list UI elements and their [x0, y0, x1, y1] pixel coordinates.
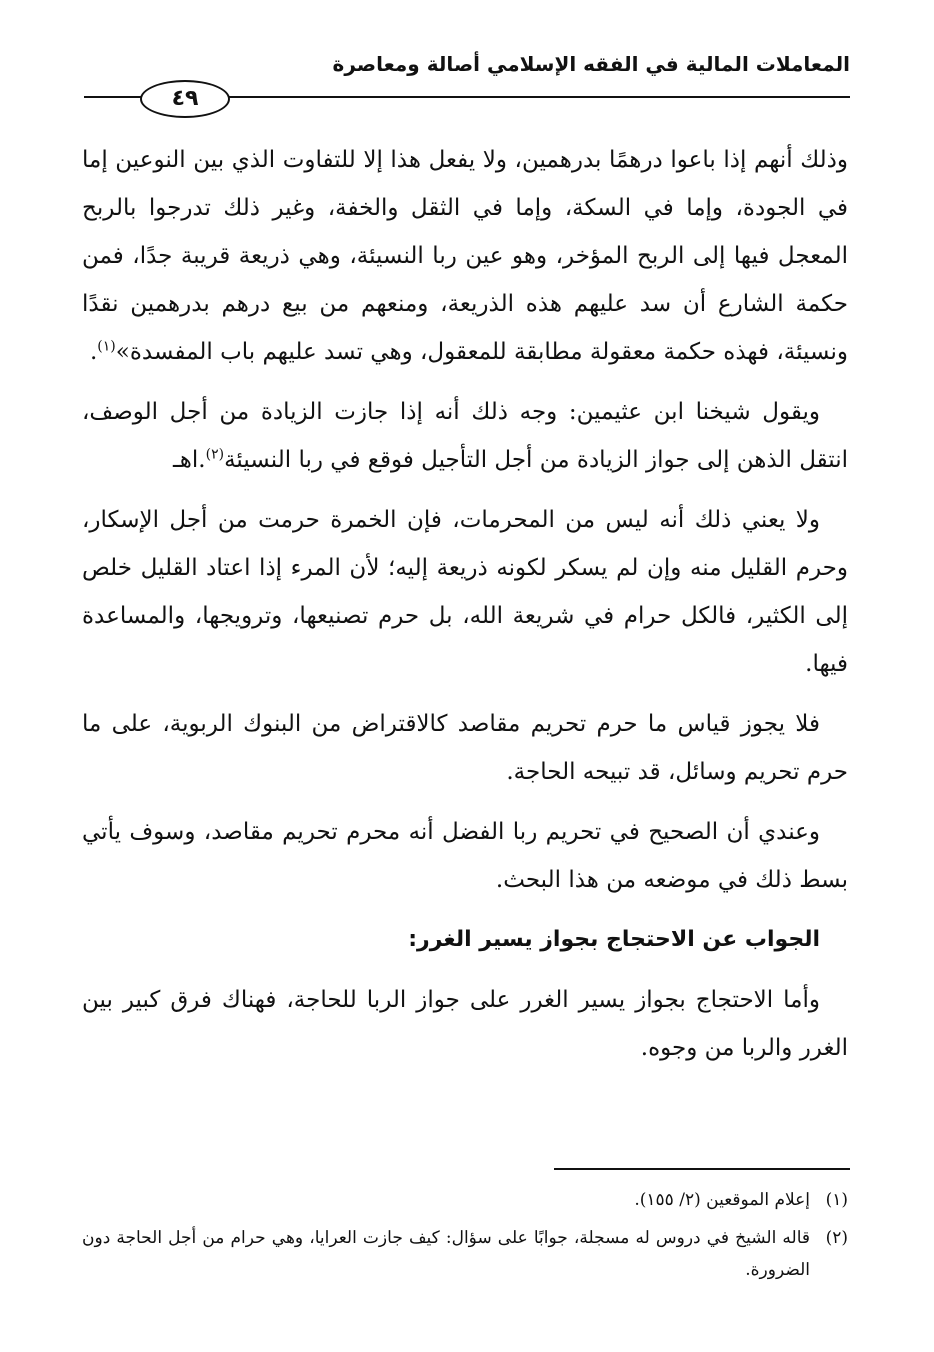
footnote-1: [82, 1184, 848, 1216]
paragraph-5: وعندي أن الصحيح في تحريم ربا الفضل أنه محرم تحريم مقاصد، وسوف يأتي بسط ذلك في موضعه من هذا البحث.: [82, 819, 848, 893]
footnotes: [82, 1184, 848, 1292]
footnote-1-text: إعلام الموقعين (٢/ ١٥٥).: [634, 1190, 810, 1210]
footnote-ref-2: (٢): [205, 446, 225, 463]
footnote-1-number: (١): [825, 1190, 848, 1210]
footnote-rule: [554, 1168, 850, 1170]
paragraph-1-end: .: [89, 339, 98, 365]
footnote-2-number: (٢): [825, 1228, 848, 1248]
footnote-ref-1: (١): [97, 338, 116, 355]
footnote-2: [82, 1222, 848, 1286]
paragraph-6: وأما الاحتجاج بجواز يسير الغرر على جواز الربا للحاجة، فهناك فرق كبير بين الغرر والربا من وجوه.: [82, 987, 848, 1061]
paragraph-1: [82, 136, 848, 376]
main-text: [82, 136, 848, 1084]
paragraph-2: [82, 388, 848, 484]
paragraph-4: فلا يجوز قياس ما حرم تحريم مقاصد كالاقتراض من البنوك الربوية، على ما حرم تحريم وسائل، قد تبيحه الحاجة.: [82, 711, 848, 785]
paragraph-3: ولا يعني ذلك أنه ليس من المحرمات، فإن الخمرة حرمت من أجل الإسكار، وحرم القليل منه وإن لم يسكر لكونه ذريعة إليه؛ لأن المرء إذا اعتاد القليل خلص إلى الكثير، فالكل حرام في شريعة الله، بل حرم تصنيعها، وترويجها، والمساعدة فيها.: [82, 507, 848, 677]
footnote-2-text: قاله الشيخ في دروس له مسجلة، جوابًا على سؤال: كيف جازت العرايا، وهي حرام من أجل الحاجة دون الضرورة.: [82, 1228, 810, 1280]
page-number: ٤٩: [140, 80, 230, 118]
paragraph-2-text: ويقول شيخنا ابن عثيمين: وجه ذلك أنه إذا جازت الزيادة من أجل الوصف، انتقل الذهن إلى جواز الزيادة من أجل التأجيل فوقع في ربا النسيئة: [82, 399, 848, 473]
paragraph-1-text: وذلك أنهم إذا باعوا درهمًا بدرهمين، ولا يفعل هذا إلا للتفاوت الذي بين النوعين إما في الجودة، وإما في السكة، وإما في الثقل والخفة، وغير ذلك تدرجوا بالربح المعجل فيها إلى الربح المؤخر، وهو عين ربا النسيئة، وهي ذريعة قريبة جدًا، فمن حكمة الشارع أن سد عليهم هذه الذريعة، ومنعهم من بيع درهم بدرهمين نقدًا ونسيئة، فهذه حكمة معقولة مطابقة للمعقول، وهي تسد عليهم باب المفسدة»: [82, 147, 848, 365]
section-heading: الجواب عن الاحتجاج بجواز يسير الغرر:: [408, 927, 820, 952]
running-title: المعاملات المالية في الفقه الإسلامي أصالة ومعاصرة: [332, 52, 850, 76]
paragraph-2-end: .اهـ: [173, 447, 206, 473]
